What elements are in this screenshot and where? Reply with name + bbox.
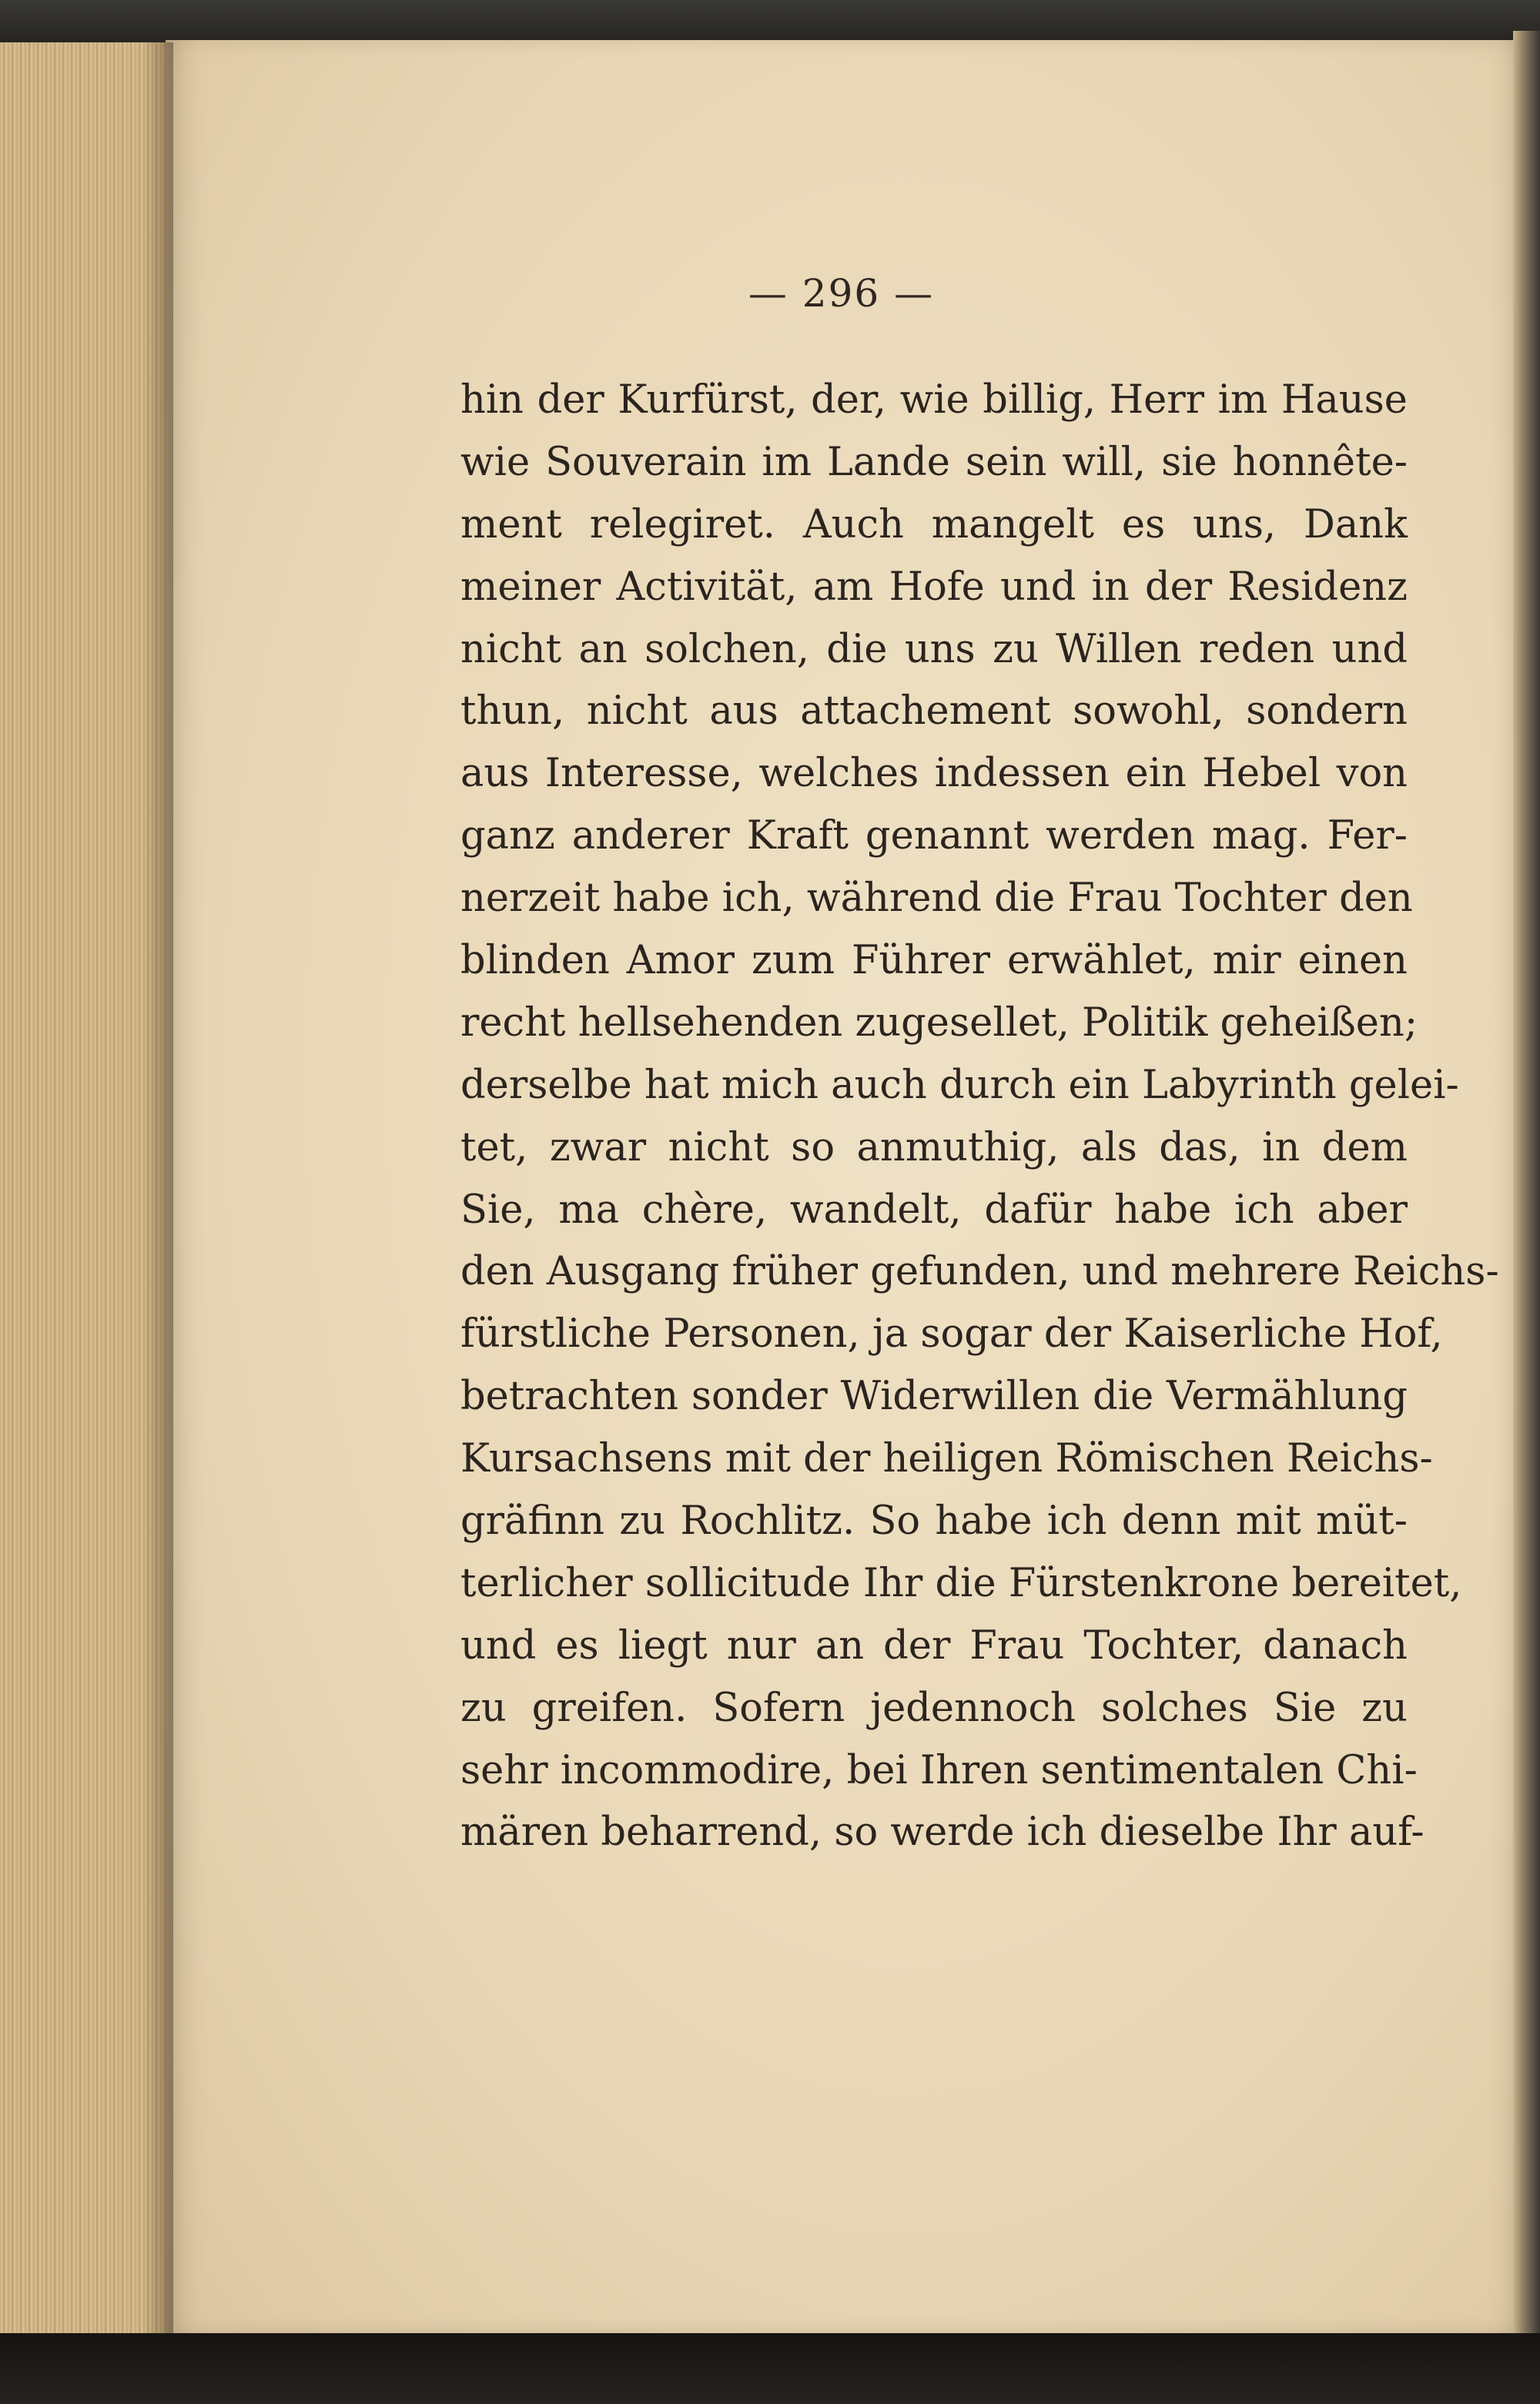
text-line: meiner Activität, am Hofe und in der Residenz <box>460 564 1408 610</box>
text-line: zu greifen. Sofern jedennoch solches Sie zu <box>460 1685 1408 1731</box>
text-line: hin der Kurfürst, der, wie billig, Herr im Hause <box>460 377 1408 423</box>
text-line: recht hellsehenden zugesellet, Politik geheißen; <box>460 999 1418 1046</box>
text-line: aus Interesse, welches indessen ein Hebel von <box>460 751 1408 797</box>
text-line: betrachten sonder Widerwillen die Vermählung <box>460 1374 1408 1420</box>
text-line: thun, nicht aus attachement sowohl, sondern <box>460 688 1408 735</box>
text-line: nicht an solchen, die uns zu Willen reden und <box>460 626 1408 672</box>
text-line: blinden Amor zum Führer erwählet, mir einen <box>460 938 1408 984</box>
text-line: tet, zwar nicht so anmuthig, als das, in dem <box>460 1124 1408 1170</box>
page-number: — 296 — <box>748 271 935 316</box>
text-line: gräfinn zu Rochlitz. So habe ich denn mit müt- <box>460 1498 1408 1545</box>
text-line: sehr incommodire, bei Ihren sentimentalen Chi- <box>460 1747 1418 1793</box>
body-text <box>460 370 1499 1864</box>
text-line: derselbe hat mich auch durch ein Labyrinth gelei- <box>460 1062 1459 1108</box>
text-line: nerzeit habe ich, während die Frau Tochter den <box>460 876 1413 922</box>
binding-edge <box>1513 31 1540 2341</box>
scan-background-top <box>0 0 1540 46</box>
text-line: mären beharrend, so werde ich dieselbe Ihr auf- <box>460 1810 1424 1856</box>
text-line: den Ausgang früher gefunden, und mehrere Reichs- <box>460 1249 1499 1295</box>
text-line: ganz anderer Kraft genannt werden mag. Fer- <box>460 813 1408 859</box>
scan-background-bottom <box>0 2333 1540 2404</box>
text-line: und es liegt nur an der Frau Tochter, danach <box>460 1622 1408 1669</box>
text-line: Sie, ma chère, wandelt, dafür habe ich aber <box>460 1187 1408 1233</box>
text-line: fürstliche Personen, ja sogar der Kaiserliche Hof, <box>460 1311 1443 1358</box>
gutter-shadow <box>142 42 173 2341</box>
page-stack-edge <box>0 42 166 2341</box>
text-line: wie Souverain im Lande sein will, sie honnête- <box>460 439 1408 485</box>
text-line: ment relegiret. Auch mangelt es uns, Dank <box>460 501 1408 547</box>
text-line: terlicher sollicitude Ihr die Fürstenkrone bereitet, <box>460 1560 1462 1606</box>
text-line: Kursachsens mit der heiligen Römischen Reichs- <box>460 1436 1433 1482</box>
